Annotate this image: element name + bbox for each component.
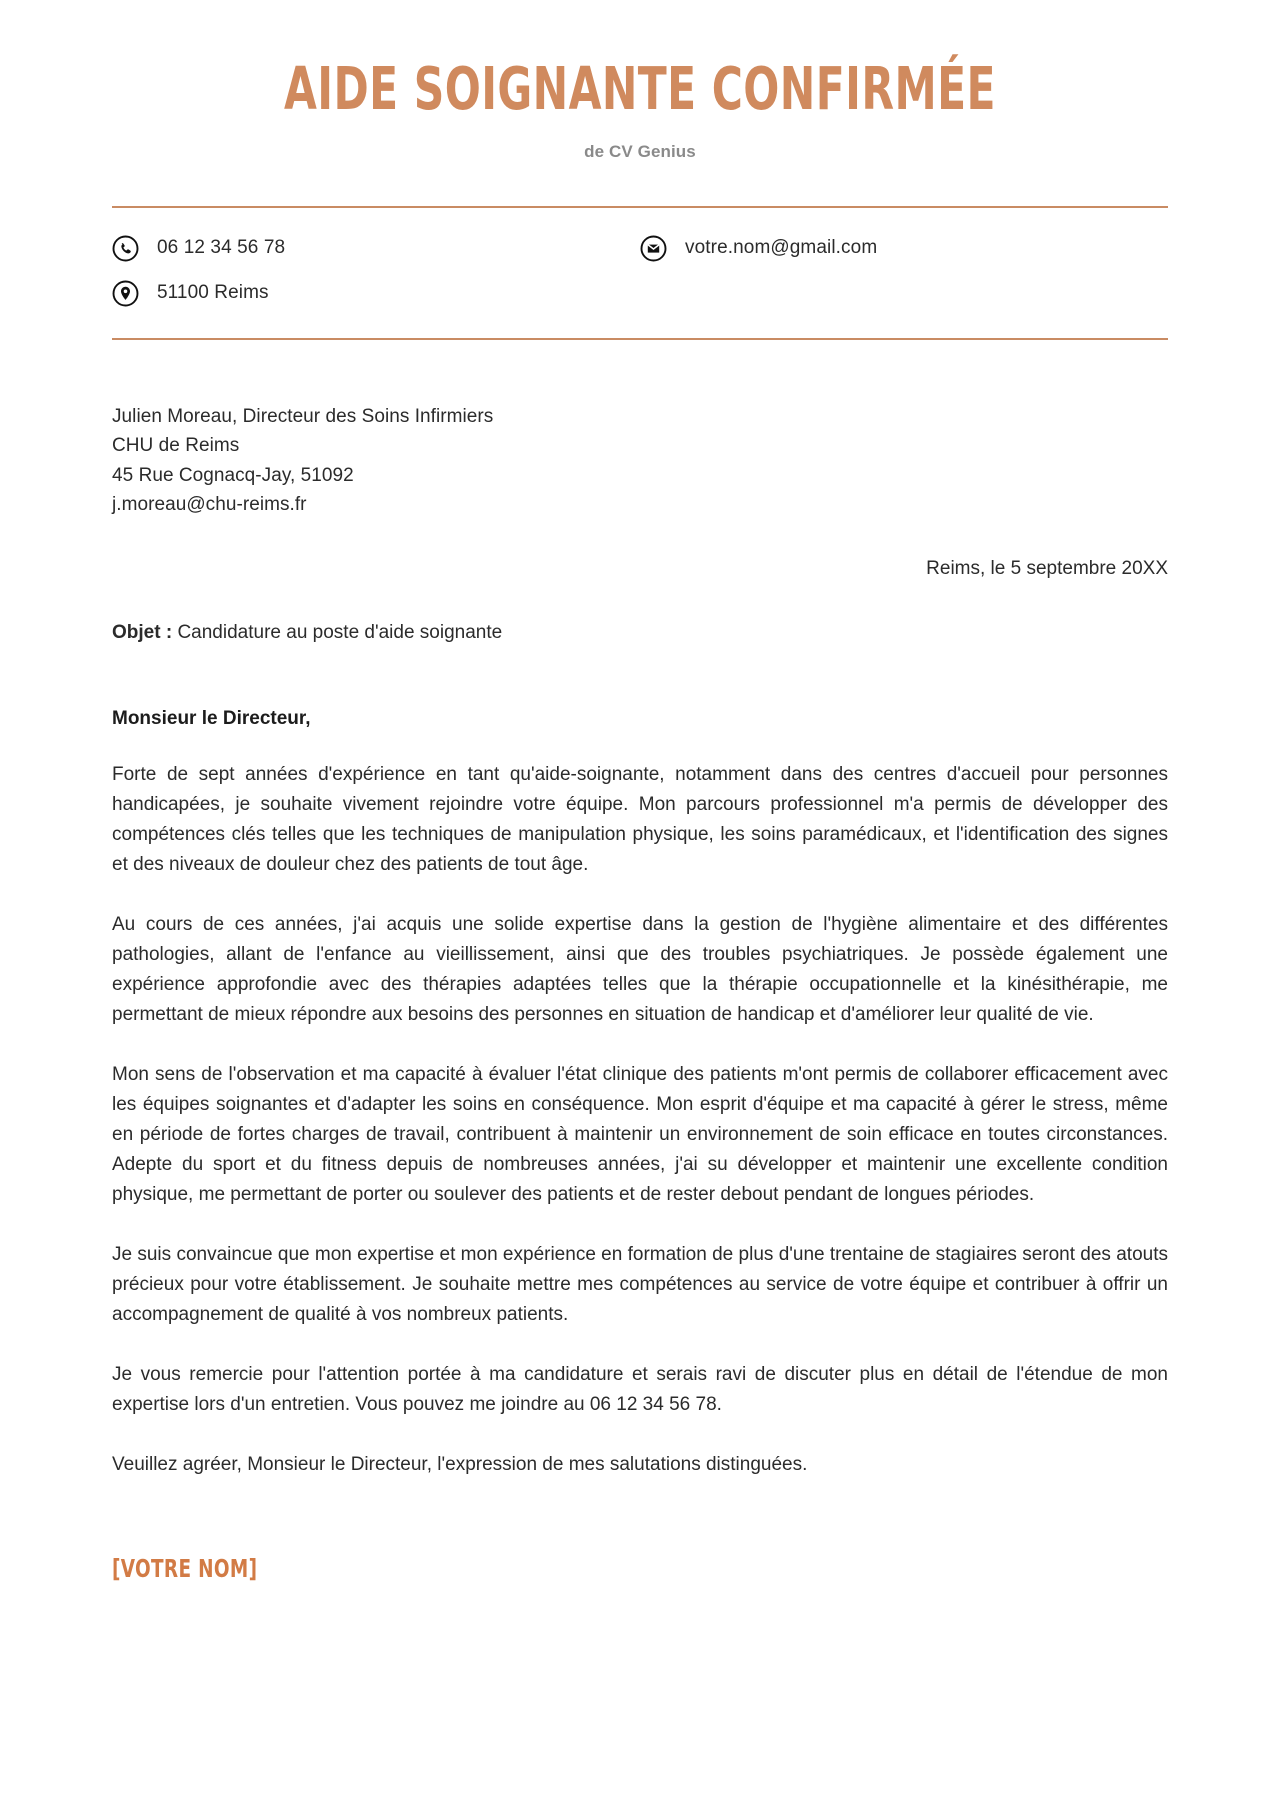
recipient-name-title: Julien Moreau, Directeur des Soins Infirmiers (112, 405, 494, 427)
page-title: AIDE SOIGNANTE CONFIRMÉE (284, 54, 996, 123)
phone-icon (112, 235, 139, 262)
body-paragraph: Forte de sept années d'expérience en tant qu'aide-soignante, notamment dans des centres d'accueil pour personnes handicapées, je souhaite vivement rejoindre votre équipe. Mon parcours professionnel m'a permis de développer des compétences clés telles que les techniques de manipulation physique, les soins paramédicaux, et l'identification des signes et des niveaux de douleur chez des patients de tout âge. (112, 763, 1168, 875)
location-pin-icon (112, 280, 139, 307)
body-paragraph: Je vous remercie pour l'attention portée à ma candidature et serais ravi de discuter plus en détail de l'étendue de mon expertise lors d'un entretien. Vous pouvez me joindre au 06 12 34 56 78. (112, 1363, 1168, 1415)
body-paragraph: Au cours de ces années, j'ai acquis une solide expertise dans la gestion de l'hygiène alimentaire et des différentes pathologies, allant de l'enfance au vieillissement, ainsi que des troubles psychiatriques. Je possède également une expérience approfondie avec des thérapies adaptées telles que la thérapie occupationnelle et la kinésithérapie, me permettant de mieux répondre aux besoins des personnes en situation de handicap et d'améliorer leur qualité de vie. (112, 913, 1168, 1025)
recipient-organization: CHU de Reims (112, 435, 240, 457)
body-paragraph: Mon sens de l'observation et ma capacité à évaluer l'état clinique des patients m'ont permis de collaborer efficacement avec les équipes soignantes et d'adapter les soins en conséquence. Mon esprit d'équipe et ma capacité à gérer le stress, même en période de fortes charges de travail, contribuent à maintenir un environnement de soin efficace en toutes circonstances. Adepte du sport et du fitness depuis de nombreuses années, j'ai su développer et maintenir une excellente condition physique, me permettant de porter ou soulever des patients et de rester debout pendant de longues périodes. (112, 1063, 1168, 1205)
contact-value-phone: 06 12 34 56 78 (157, 237, 286, 259)
letter-body (112, 760, 1168, 1480)
letter-header (112, 0, 1168, 162)
contact-item-phone[interactable] (112, 226, 640, 271)
contact-value-location: 51100 Reims (157, 282, 269, 304)
page-bottom-spacer (112, 1583, 1168, 1703)
recipient-email: j.moreau@chu-reims.fr (112, 494, 307, 516)
signature-name: [VOTRE NOM] (112, 1553, 258, 1583)
contact-value-email: votre.nom@gmail.com (685, 237, 878, 259)
closing-paragraph: Veuillez agréer, Monsieur le Directeur, l'expression de mes salutations distinguées. (112, 1453, 808, 1475)
recipient-address: 45 Rue Cognacq-Jay, 51092 (112, 464, 354, 486)
subject-label: Objet : (112, 621, 173, 643)
dateline: Reims, le 5 septembre 20XX (926, 557, 1168, 579)
recipient-block (112, 402, 1168, 520)
subject-text: Candidature au poste d'aide soignante (172, 621, 503, 643)
contact-item-location[interactable] (112, 271, 640, 316)
envelope-icon (640, 235, 667, 262)
body-paragraph: Je suis convaincue que mon expertise et mon expérience en formation de plus d'une trentaine de stagiaires seront des atouts précieux pour votre établissement. Je souhaite mettre mes compétences au service de votre équipe et contribuer à offrir un accompagnement de qualité à vos nombreux patients. (112, 1243, 1168, 1325)
divider-bottom (112, 338, 1168, 340)
contact-item-email[interactable] (640, 226, 1168, 271)
salutation: Monsieur le Directeur, (112, 707, 311, 729)
contact-info (112, 208, 1168, 320)
page-subtitle: de CV Genius (584, 141, 696, 161)
subject-line (112, 622, 1168, 644)
